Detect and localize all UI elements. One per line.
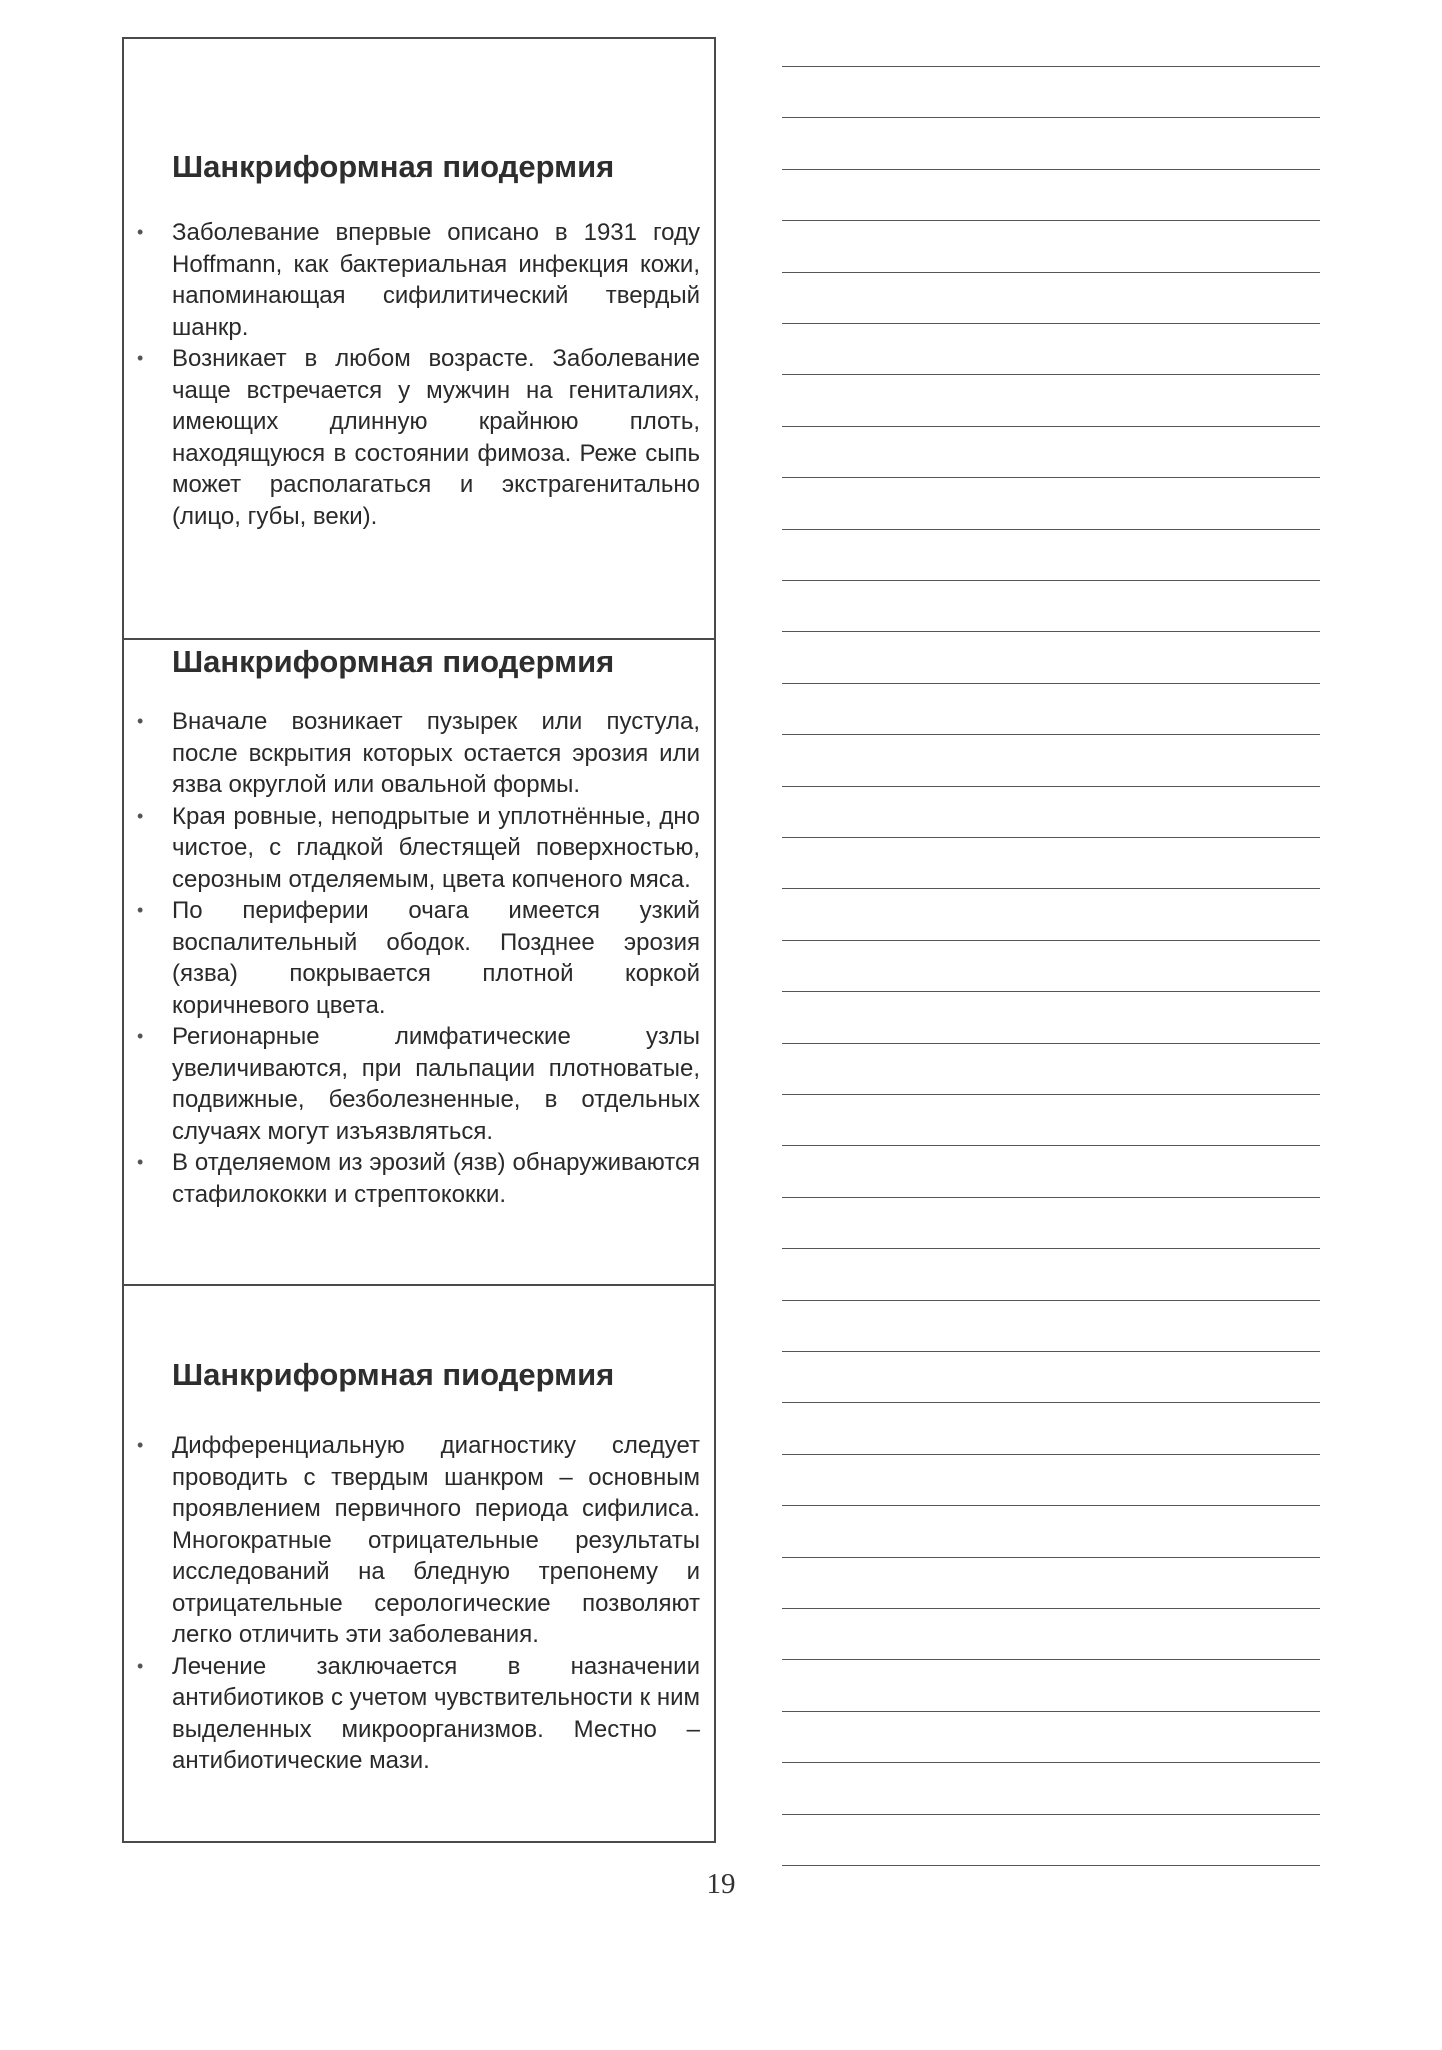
note-line: [782, 1814, 1320, 1815]
note-line: [782, 1197, 1320, 1198]
note-line: [782, 272, 1320, 273]
note-line: [782, 1505, 1320, 1506]
note-line: [782, 117, 1320, 118]
note-line: [782, 529, 1320, 530]
note-line: [782, 991, 1320, 992]
bullet-item: • Вначале возникает пузырек или пустула, после вскрытия которых остается эрозия или язва округлой или овальной формы.: [172, 706, 700, 801]
note-line: [782, 374, 1320, 375]
note-line: [782, 1043, 1320, 1044]
page-number: 19: [706, 1868, 736, 1900]
slide-title: Шанкриформная пиодермия: [172, 149, 615, 184]
note-line: [782, 580, 1320, 581]
bullet-item: • Края ровные, неподрытые и уплотнённые, дно чистое, с гладкой блестящей поверхностью, серозным отделяемым, цвета копченого мяса.: [172, 801, 700, 896]
note-line: [782, 786, 1320, 787]
note-line: [782, 1248, 1320, 1249]
slides-column: [122, 37, 716, 1843]
bullet-list: [172, 706, 700, 1210]
bullet-item: • В отделяемом из эрозий (язв) обнаруживаются стафилококки и стрептококки.: [172, 1147, 700, 1210]
slide-title: Шанкриформная пиодермия: [172, 644, 615, 679]
bullet-list: [172, 1430, 700, 1777]
note-line: [782, 837, 1320, 838]
note-line: [782, 1402, 1320, 1403]
note-line: [782, 940, 1320, 941]
note-line: [782, 1762, 1320, 1763]
bullet-list: [172, 217, 700, 532]
note-line: [782, 426, 1320, 427]
note-line: [782, 1094, 1320, 1095]
note-line: [782, 734, 1320, 735]
note-line: [782, 1557, 1320, 1558]
note-lines: [782, 0, 1320, 1850]
note-line: [782, 169, 1320, 170]
slide-1: [124, 39, 714, 638]
note-line: [782, 1145, 1320, 1146]
bullet-item: • Регионарные лимфатические узлы увеличиваются, при пальпации плотноватые, подвижные, безболезненные, в отдельных случаях могут изъязвляться.: [172, 1021, 700, 1147]
note-line: [782, 1659, 1320, 1660]
note-line: [782, 1608, 1320, 1609]
note-line: [782, 1865, 1320, 1866]
bullet-item: • Заболевание впервые описано в 1931 году Hoffmann, как бактериальная инфекция кожи, напоминающая сифилитический твердый шанкр.: [172, 217, 700, 343]
note-line: [782, 1711, 1320, 1712]
note-line: [782, 323, 1320, 324]
bullet-item: • Лечение заключается в назначении антибиотиков с учетом чувствительности к ним выделенных микроорганизмов. Местно – антибиотические мази.: [172, 1651, 700, 1777]
note-line: [782, 683, 1320, 684]
note-line: [782, 1351, 1320, 1352]
bullet-item: • Дифференциальную диагностику следует проводить с твердым шанкром – основным проявлением первичного периода сифилиса. Многократные отрицательные результаты исследований на бледную трепонему и отрицательные серологические позволяют легко отличить эти заболевания.: [172, 1430, 700, 1651]
slide-2: [124, 638, 714, 1284]
note-line: [782, 888, 1320, 889]
bullet-item: • По периферии очага имеется узкий воспалительный ободок. Позднее эрозия (язва) покрывается плотной коркой коричневого цвета.: [172, 895, 700, 1021]
bullet-item: • Возникает в любом возрасте. Заболевание чаще встречается у мужчин на гениталиях, имеющих длинную крайнюю плоть, находящуюся в состоянии фимоза. Реже сыпь может располагаться и экстрагенитально (лицо, губы, веки).: [172, 343, 700, 532]
note-line: [782, 477, 1320, 478]
note-line: [782, 1454, 1320, 1455]
note-line: [782, 1300, 1320, 1301]
note-line: [782, 66, 1320, 67]
slide-title: Шанкриформная пиодермия: [172, 1357, 615, 1392]
slide-3: [124, 1284, 714, 1841]
note-line: [782, 220, 1320, 221]
note-line: [782, 631, 1320, 632]
